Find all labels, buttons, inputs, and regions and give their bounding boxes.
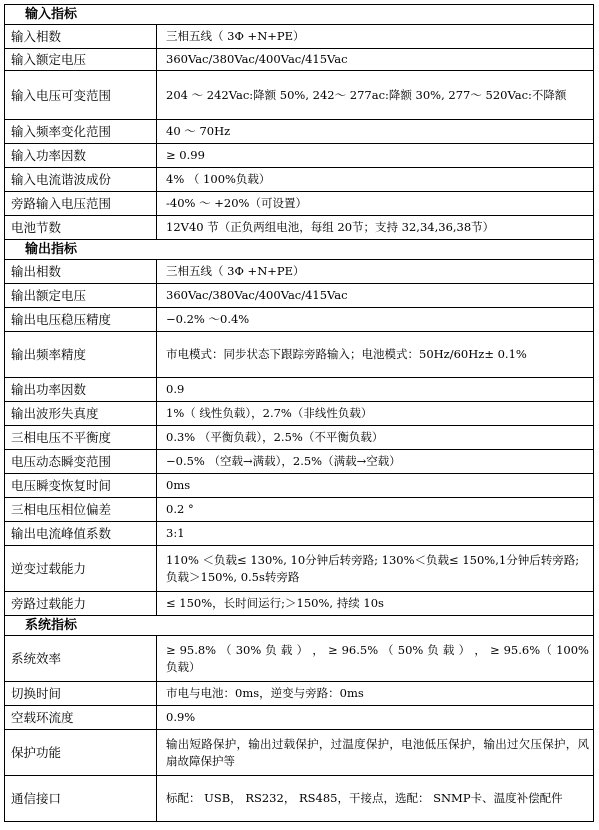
spec-table bbox=[4, 4, 594, 822]
spec-row bbox=[5, 682, 594, 706]
spec-value: ≤ 150%，长时间运行;＞150%, 持续 10s bbox=[157, 592, 594, 616]
spec-label: 输出频率精度 bbox=[5, 332, 157, 378]
spec-label: 输出电压稳压精度 bbox=[5, 308, 157, 332]
spec-label: 电压动态瞬变范围 bbox=[5, 450, 157, 474]
spec-label: 输出额定电压 bbox=[5, 284, 157, 308]
spec-row bbox=[5, 284, 594, 308]
spec-row bbox=[5, 402, 594, 426]
spec-value: ≥ 0.99 bbox=[157, 144, 594, 168]
spec-label: 输入功率因数 bbox=[5, 144, 157, 168]
spec-value: -40% ～ +20%（可设置） bbox=[157, 192, 594, 216]
spec-label: 三相电压相位偏差 bbox=[5, 498, 157, 522]
spec-value: 标配： USB， RS232， RS485，干接点，选配： SNMP卡、温度补偿配件 bbox=[157, 776, 594, 822]
spec-label: 保护功能 bbox=[5, 730, 157, 776]
spec-label: 输入电流谐波成份 bbox=[5, 168, 157, 192]
spec-value: 4% （ 100%负载） bbox=[157, 168, 594, 192]
spec-value: 0.2 ° bbox=[157, 498, 594, 522]
spec-label: 输入相数 bbox=[5, 25, 157, 49]
spec-label: 空载环流度 bbox=[5, 706, 157, 730]
spec-row bbox=[5, 592, 594, 616]
spec-row bbox=[5, 120, 594, 144]
spec-label: 电池节数 bbox=[5, 216, 157, 240]
spec-row bbox=[5, 522, 594, 546]
spec-value: 市电与电池：0ms，逆变与旁路：0ms bbox=[157, 682, 594, 706]
spec-row bbox=[5, 378, 594, 402]
spec-label: 输出相数 bbox=[5, 260, 157, 284]
spec-value: 1%（ 线性负载），2.7%（非线性负载） bbox=[157, 402, 594, 426]
spec-row bbox=[5, 216, 594, 240]
spec-row bbox=[5, 776, 594, 822]
spec-value: 市电模式：同步状态下跟踪旁路输入；电池模式：50Hz/60Hz± 0.1% bbox=[157, 332, 594, 378]
spec-label: 输入频率变化范围 bbox=[5, 120, 157, 144]
spec-value: 360Vac/380Vac/400Vac/415Vac bbox=[157, 49, 594, 71]
spec-value: 三相五线（ 3Φ +N+PE） bbox=[157, 25, 594, 49]
spec-value: 输出短路保护，输出过载保护，过温度保护，电池低压保护，输出过欠压保护，风扇故障保护等 bbox=[157, 730, 594, 776]
spec-label: 旁路输入电压范围 bbox=[5, 192, 157, 216]
spec-row bbox=[5, 25, 594, 49]
spec-row bbox=[5, 168, 594, 192]
spec-value: 0.9 bbox=[157, 378, 594, 402]
spec-value: −0.5% （空载→满载），2.5%（满载→空载） bbox=[157, 450, 594, 474]
spec-row bbox=[5, 474, 594, 498]
spec-value: −0.2% ～0.4% bbox=[157, 308, 594, 332]
spec-label: 旁路过载能力 bbox=[5, 592, 157, 616]
spec-label: 系统效率 bbox=[5, 636, 157, 682]
spec-row bbox=[5, 144, 594, 168]
spec-label: 通信接口 bbox=[5, 776, 157, 822]
spec-label: 输出功率因数 bbox=[5, 378, 157, 402]
spec-label: 逆变过载能力 bbox=[5, 546, 157, 592]
spec-row bbox=[5, 49, 594, 71]
spec-value: ≥ 95.8% （ 30% 负 载 ） ， ≥ 96.5% （ 50% 负 载 ） ， ≥ 95.6%（ 100%负载） bbox=[157, 636, 594, 682]
spec-value: 0.3% （平衡负载），2.5%（不平衡负载） bbox=[157, 426, 594, 450]
section-header-system bbox=[5, 616, 594, 636]
spec-label: 输出波形失真度 bbox=[5, 402, 157, 426]
spec-value: 3:1 bbox=[157, 522, 594, 546]
spec-value: 0ms bbox=[157, 474, 594, 498]
section-header-input bbox=[5, 5, 594, 25]
spec-row bbox=[5, 260, 594, 284]
section-title: 系统指标 bbox=[5, 616, 594, 636]
spec-value: 110% ＜负载≤ 130%, 10分钟后转旁路; 130%＜负载≤ 150%,1分钟后转旁路;负载＞150%, 0.5s转旁路 bbox=[157, 546, 594, 592]
spec-row bbox=[5, 636, 594, 682]
spec-label: 输入电压可变范围 bbox=[5, 71, 157, 120]
spec-row bbox=[5, 192, 594, 216]
spec-row bbox=[5, 706, 594, 730]
spec-value: 360Vac/380Vac/400Vac/415Vac bbox=[157, 284, 594, 308]
section-title: 输入指标 bbox=[5, 5, 594, 25]
spec-label: 电压瞬变恢复时间 bbox=[5, 474, 157, 498]
spec-value: 40 ～ 70Hz bbox=[157, 120, 594, 144]
spec-row bbox=[5, 546, 594, 592]
spec-value: 12V40 节（正负两组电池，每组 20节；支持 32,34,36,38节） bbox=[157, 216, 594, 240]
spec-value: 0.9% bbox=[157, 706, 594, 730]
spec-value: 204 ～ 242Vac:降额 50%, 242～ 277ac:降额 30%, 277～ 520Vac:不降额 bbox=[157, 71, 594, 120]
spec-label: 输出电流峰值系数 bbox=[5, 522, 157, 546]
spec-row bbox=[5, 450, 594, 474]
spec-label: 输入额定电压 bbox=[5, 49, 157, 71]
spec-row bbox=[5, 332, 594, 378]
spec-label: 切换时间 bbox=[5, 682, 157, 706]
spec-row bbox=[5, 730, 594, 776]
section-header-output bbox=[5, 240, 594, 260]
spec-row bbox=[5, 426, 594, 450]
spec-label: 三相电压不平衡度 bbox=[5, 426, 157, 450]
spec-row bbox=[5, 71, 594, 120]
spec-row bbox=[5, 308, 594, 332]
spec-value: 三相五线（ 3Φ +N+PE） bbox=[157, 260, 594, 284]
spec-row bbox=[5, 498, 594, 522]
section-title: 输出指标 bbox=[5, 240, 594, 260]
